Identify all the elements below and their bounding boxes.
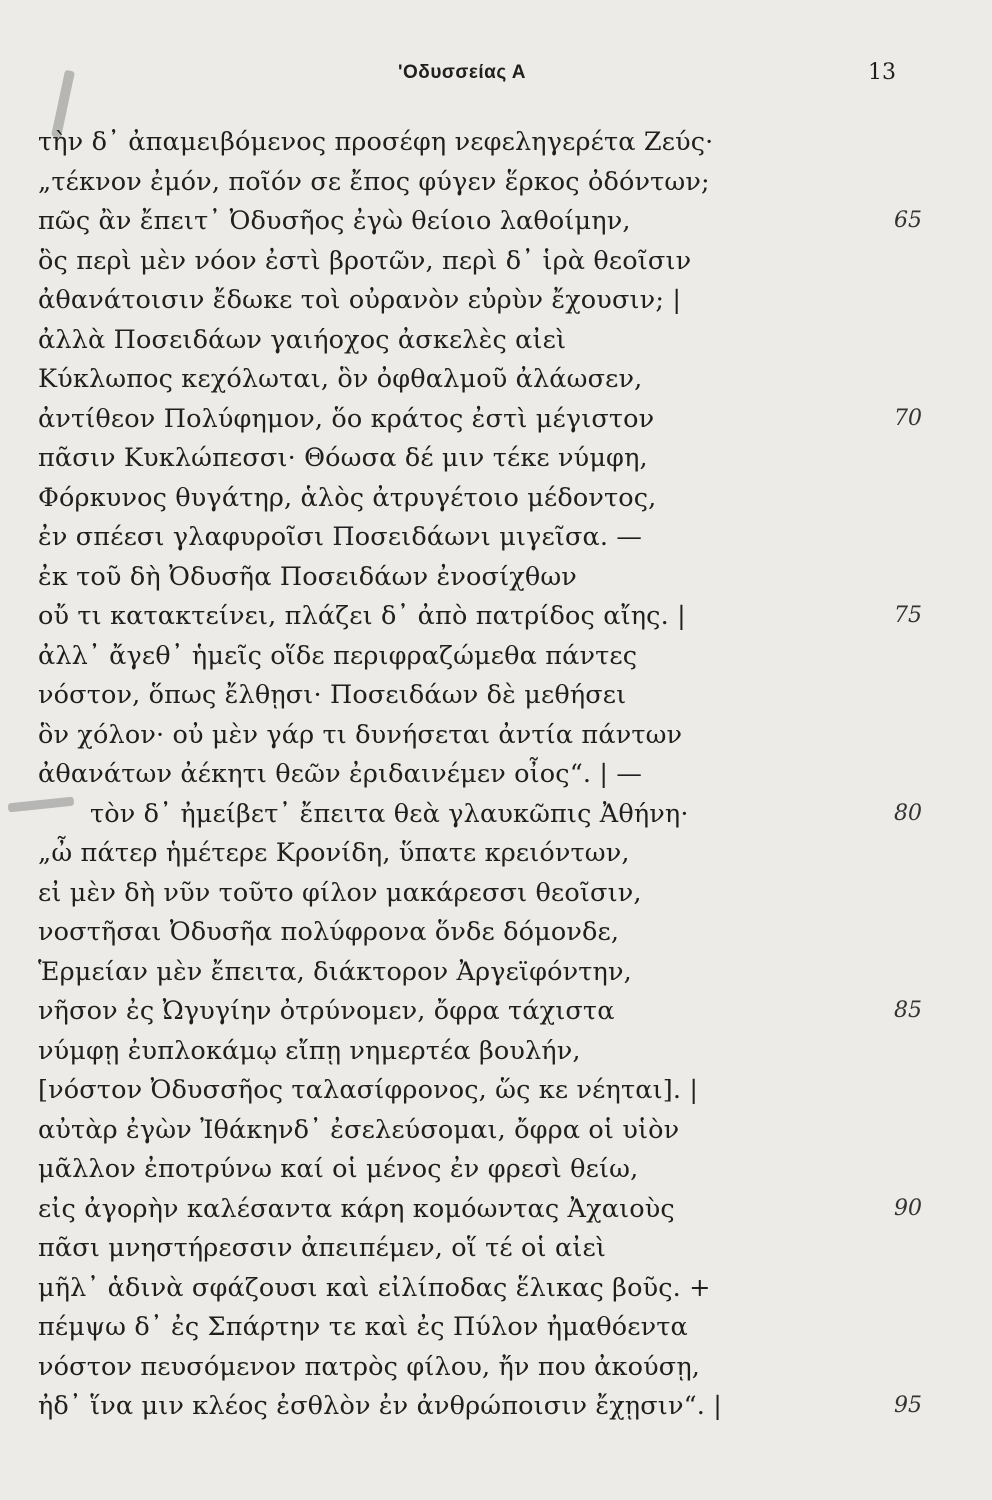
verse-line [38, 201, 968, 241]
verse-text: πῶς ἂν ἔπειτ᾽ Ὀδυσῆος ἐγὼ θείοιο λαθοίμην, [38, 206, 631, 236]
verse-text: νόστον πευσόμενον πατρὸς φίλου, ἤν που ἀκούσῃ, [38, 1351, 701, 1382]
verse-text: ἀθανάτοισιν ἔδωκε τοὶ οὐρανὸν εὐρὺν ἔχουσιν; | [38, 285, 682, 315]
verse-text: τὴν δ᾽ ἀπαμειβόμενος προσέφη νεφεληγερέτα Ζεύς· [38, 127, 714, 157]
verse-line [38, 162, 968, 202]
verse-line [38, 557, 968, 597]
verse-line [38, 636, 968, 676]
verse-text: μᾶλλον ἐποτρύνω καί οἱ μένος ἐν φρεσὶ θείω, [38, 1154, 639, 1184]
line-number: 85 [894, 998, 922, 1023]
line-number: 75 [894, 603, 922, 628]
verse-text: ἐκ τοῦ δὴ Ὀδυσῆα Ποσειδάων ἐνοσίχθων [38, 561, 577, 592]
verse-text: νόστον, ὅπως ἔλθῃσι· Ποσειδάων δὲ μεθήσει [38, 680, 627, 710]
verse-text: ἀλλ᾽ ἄγεθ᾽ ἡμεῖς οἵδε περιφραζώμεθα πάντες [38, 640, 638, 671]
verse-text: ἠδ᾽ ἵνα μιν κλέος ἐσθλὸν ἐν ἀνθρώποισιν ἔχῃσιν“. | [38, 1391, 723, 1421]
verse-text: νῆσον ἐς Ὠγυγίην ὀτρύνομεν, ὄφρα τάχιστα [38, 996, 615, 1026]
line-number: 65 [894, 208, 922, 233]
running-title: 'Οδυσσείας Α [398, 62, 527, 83]
verse-text: ἀθανάτων ἀέκητι θεῶν ἐριδαινέμεν οἶος“. | — [38, 759, 643, 789]
verse-line [38, 1347, 968, 1387]
verse-line [38, 399, 968, 439]
verse-text: νύμφῃ ἐυπλοκάμῳ εἴπῃ νημερτέα βουλήν, [38, 1035, 581, 1066]
verse-text: μῆλ᾽ ἁδινὰ σφάζουσι καὶ εἰλίποδας ἕλικας βοῦς. + [38, 1272, 711, 1303]
verse-line [38, 912, 968, 952]
line-number: 70 [894, 405, 922, 431]
verse-text: ὃς περὶ μὲν νόον ἐστὶ βροτῶν, περὶ δ᾽ ἱρὰ θεοῖσιν [38, 245, 692, 276]
verse-text: ἀλλὰ Ποσειδάων γαιήοχος ἀσκελὲς αἰεὶ [38, 324, 567, 355]
verse-line [38, 873, 968, 913]
verse-line [38, 794, 968, 834]
verse-line [38, 1307, 968, 1347]
verse-text: „ὦ πάτερ ἡμέτερε Κρονίδη, ὕπατε κρειόντων, [38, 838, 630, 868]
verse-text: ἐν σπέεσι γλαφυροῖσι Ποσειδάωνι μιγεῖσα. — [38, 522, 643, 552]
verse-text: Φόρκυνος θυγάτηρ, ἁλὸς ἀτρυγέτοιο μέδοντος, [38, 482, 657, 513]
verse-text: πέμψω δ᾽ ἐς Σπάρτην τε καὶ ἐς Πύλον ἠμαθόεντα [38, 1312, 688, 1342]
verse-line [38, 359, 968, 399]
line-number: 95 [894, 1393, 922, 1418]
verse-line [38, 675, 968, 715]
verse-line [38, 478, 968, 518]
verse-line [38, 1070, 968, 1110]
verse-line [38, 1149, 968, 1189]
line-number: 80 [894, 800, 922, 826]
verse-text: νοστῆσαι Ὀδυσῆα πολύφρονα ὅνδε δόμονδε, [38, 917, 620, 947]
verse-line [38, 517, 968, 557]
verse-text: [νόστον Ὀδυσσῆος ταλασίφρονος, ὥς κε νέηται]. | [38, 1075, 699, 1105]
verse-text: εἰς ἀγορὴν καλέσαντα κάρη κομόωντας Ἀχαιοὺς [38, 1193, 675, 1224]
verse-text: τὸν δ᾽ ἠμείβετ᾽ ἔπειτα θεὰ γλαυκῶπις Ἀθήνη· [90, 798, 689, 829]
verse-text: εἰ μὲν δὴ νῦν τοῦτο φίλον μακάρεσσι θεοῖσιν, [38, 877, 642, 908]
verse-line [38, 1386, 968, 1426]
verse-line [38, 241, 968, 281]
verse-text: πᾶσιν Κυκλώπεσσι· Θόωσα δέ μιν τέκε νύμφη, [38, 443, 648, 473]
verse-line [38, 122, 968, 162]
verse-text: πᾶσι μνηστήρεσσιν ἀπειπέμεν, οἵ τέ οἱ αἰεὶ [38, 1233, 606, 1263]
verse-line [38, 438, 968, 478]
verse-line [38, 715, 968, 755]
verse-line [38, 991, 968, 1031]
verse-line [38, 1268, 968, 1308]
verse-text: Κύκλωπος κεχόλωται, ὃν ὀφθαλμοῦ ἀλάωσεν, [38, 364, 643, 394]
page-number: 13 [868, 60, 896, 85]
verse-line [38, 1189, 968, 1229]
verse-line [38, 280, 968, 320]
verse-text: αὐτὰρ ἐγὼν Ἰθάκηνδ᾽ ἐσελεύσομαι, ὄφρα οἱ υἱὸν [38, 1114, 680, 1145]
verse-text: οὔ τι κατακτείνει, πλάζει δ᾽ ἀπὸ πατρίδος αἴης. | [38, 601, 686, 631]
verse-text: „τέκνον ἐμόν, ποῖόν σε ἔπος φύγεν ἕρκος ὀδόντων; [38, 166, 710, 197]
verse-line [38, 754, 968, 794]
verse-text: ὃν χόλον· οὐ μὲν γάρ τι δυνήσεται ἀντία πάντων [38, 719, 683, 750]
verse-line [38, 320, 968, 360]
verse-line [38, 1110, 968, 1150]
verse-text: ἀντίθεον Πολύφημον, ὅο κράτος ἐστὶ μέγιστον [38, 403, 655, 434]
verse-line [38, 1031, 968, 1071]
verse-line [38, 952, 968, 992]
verse-text: Ἑρμείαν μὲν ἔπειτα, διάκτορον Ἀργεϊφόντην, [38, 956, 632, 987]
verse-line [38, 596, 968, 636]
verse-line [38, 833, 968, 873]
verse-line [38, 1228, 968, 1268]
line-number: 90 [894, 1195, 922, 1221]
